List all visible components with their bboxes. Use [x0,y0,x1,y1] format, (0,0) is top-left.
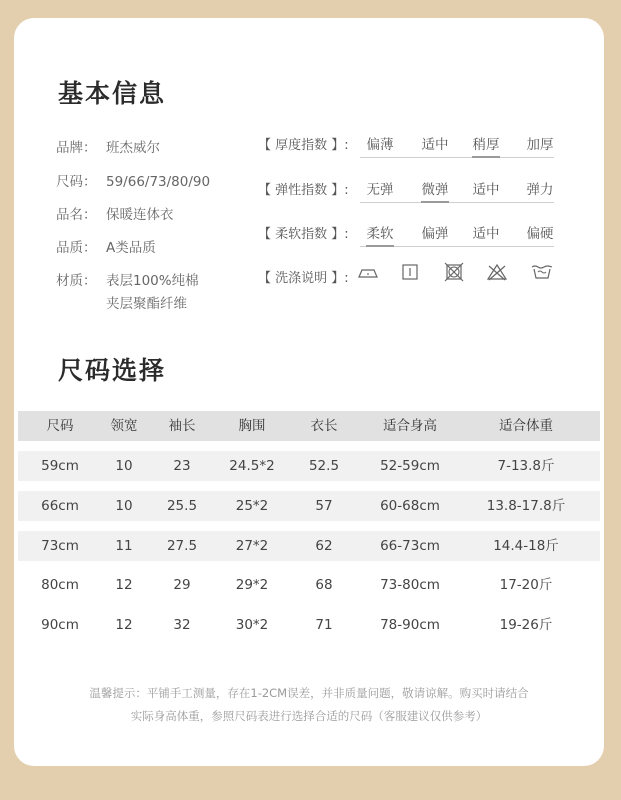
elasticity-selected-marker [421,201,449,203]
info-material [56,269,199,289]
info-key: 尺码： [56,174,97,190]
cell-weight: 14.4-18斤 [493,538,559,554]
softness-option-selected[interactable]: 柔软 [366,226,394,242]
table-row[interactable] [18,570,600,600]
cell-chest: 25*2 [235,498,269,514]
elasticity-option-selected[interactable]: 微弹 [421,182,449,198]
thickness-scale-line [360,157,554,158]
hand-wash-icon [530,262,554,282]
softness-option[interactable]: 适中 [472,226,500,242]
info-value: 保暖连体衣 [106,207,174,223]
info-product-name [56,203,174,223]
cell-length: 68 [315,577,333,593]
size-table-header [18,411,600,441]
wash-instructions-label: 【 洗涤说明 】: [258,271,349,286]
info-key: 材质： [56,273,97,289]
iron-icon [356,262,380,282]
info-value: A类品质 [106,240,156,256]
cell-size: 59cm [41,458,79,474]
info-material-line2: 夹层聚酯纤维 [106,296,187,312]
elasticity-scale-line [360,202,554,203]
cell-chest: 29*2 [235,577,269,593]
measurement-note-line2: 实际身高体重，参照尺码表进行选择合适的尺码（客服建议仅供参考） [130,709,488,723]
cell-sleeve: 23 [173,458,191,474]
table-row[interactable] [18,531,600,561]
cell-size: 90cm [41,617,79,633]
cell-height: 52-59cm [380,458,440,474]
no-bleach-icon [485,262,509,282]
cell-size: 66cm [41,498,79,514]
elasticity-option[interactable]: 弹力 [526,182,554,198]
header-length: 衣长 [310,418,338,434]
cell-collar: 11 [115,538,133,554]
cell-height: 60-68cm [380,498,440,514]
cell-weight: 19-26斤 [499,617,553,633]
header-collar-width: 领宽 [110,418,138,434]
cell-height: 78-90cm [380,617,440,633]
cell-size: 80cm [41,577,79,593]
cell-sleeve: 27.5 [166,538,198,554]
header-chest: 胸围 [238,418,266,434]
elasticity-option[interactable]: 适中 [472,182,500,198]
elasticity-option[interactable]: 无弹 [366,182,394,198]
cell-weight: 13.8-17.8斤 [486,498,566,514]
cell-chest: 24.5*2 [229,458,275,474]
thickness-index-label: 【 厚度指数 】: [258,138,349,153]
header-sleeve-length: 袖长 [168,418,196,434]
product-info-card [14,18,604,766]
info-quality [56,236,156,256]
header-weight: 适合体重 [499,418,553,434]
table-row[interactable] [18,491,600,521]
cell-length: 62 [315,538,333,554]
cell-chest: 30*2 [235,617,269,633]
table-row[interactable] [18,610,600,640]
cell-sleeve: 29 [173,577,191,593]
softness-index-label: 【 柔软指数 】: [258,227,349,242]
size-section-title: 尺码选择 [58,356,167,385]
cell-chest: 27*2 [235,538,269,554]
cell-height: 66-73cm [380,538,440,554]
cell-collar: 12 [115,617,133,633]
info-value: 59/66/73/80/90 [106,174,211,190]
cell-weight: 7-13.8斤 [497,458,555,474]
cell-collar: 12 [115,577,133,593]
table-row[interactable] [18,451,600,481]
cell-length: 52.5 [308,458,340,474]
cell-length: 71 [315,617,333,633]
info-key: 品牌： [56,140,97,156]
info-value: 班杰威尔 [106,140,160,156]
info-key: 品质： [56,240,97,256]
cell-height: 73-80cm [380,577,440,593]
elasticity-index-label: 【 弹性指数 】: [258,183,349,198]
info-brand [56,136,160,156]
softness-option[interactable]: 偏弹 [421,226,449,242]
cell-weight: 17-20斤 [499,577,553,593]
softness-option[interactable]: 偏硬 [526,226,554,242]
cell-sleeve: 32 [173,617,191,633]
cell-collar: 10 [115,458,133,474]
header-size: 尺码 [46,418,74,434]
thickness-selected-marker [472,156,500,158]
cell-size: 73cm [41,538,79,554]
tumble-dry-icon [398,262,422,282]
softness-selected-marker [366,245,394,247]
thickness-option-selected[interactable]: 稍厚 [472,137,500,153]
thickness-option[interactable]: 适中 [421,137,449,153]
cell-length: 57 [315,498,333,514]
thickness-option[interactable]: 偏薄 [366,137,394,153]
no-dry-clean-icon [442,262,466,282]
thickness-option[interactable]: 加厚 [526,137,554,153]
info-size [56,170,210,190]
header-height: 适合身高 [383,418,437,434]
cell-collar: 10 [115,498,133,514]
info-value: 表层100%纯棉 [106,273,199,289]
measurement-note-line1: 温馨提示：平铺手工测量，存在1-2CM误差，并非质量问题，敬请谅解。购买时请结合 [89,686,529,700]
cell-sleeve: 25.5 [166,498,198,514]
basic-info-title: 基本信息 [58,79,167,108]
info-key: 品名： [56,207,97,223]
